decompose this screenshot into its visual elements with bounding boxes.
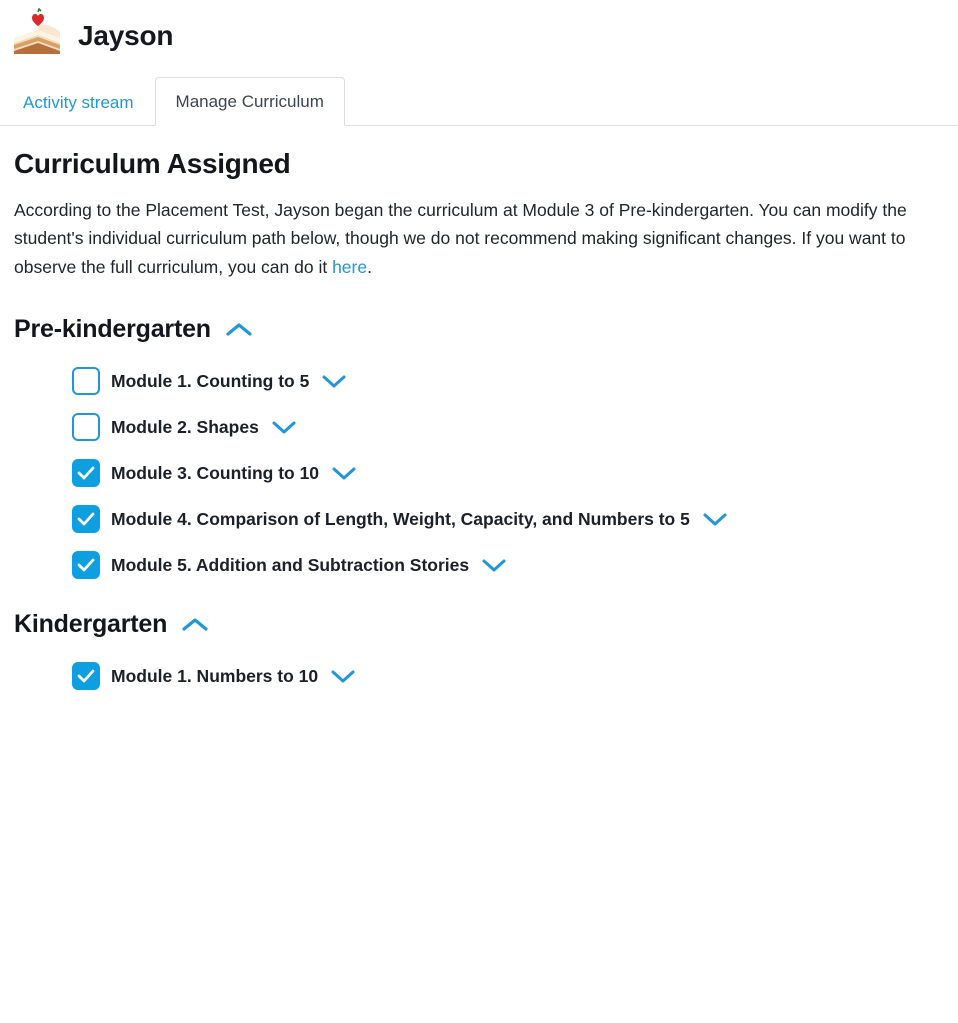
module-checkbox[interactable] — [72, 367, 100, 395]
tab-bar — [0, 74, 958, 126]
module-label: Module 1. Numbers to 10 — [111, 665, 319, 686]
grade-section-pre-kindergarten — [14, 315, 944, 588]
grade-header-pre-kindergarten[interactable] — [14, 315, 944, 344]
module-row — [14, 496, 944, 542]
grade-section-kindergarten — [14, 610, 944, 699]
chevron-down-icon[interactable] — [480, 556, 508, 574]
module-row — [14, 450, 944, 496]
chevron-down-icon[interactable] — [320, 372, 348, 390]
module-row — [14, 404, 944, 450]
avatar — [8, 8, 64, 64]
module-row — [14, 653, 944, 699]
intro-text-part1: According to the Placement Test, Jayson began the curriculum at Module 3 of Pre-kindergarten. You can modify the student's individual curriculum path below, though we do not recommend making significant changes. If you want to observe the full curriculum, you can do it — [14, 200, 907, 277]
tab-activity-stream[interactable]: Activity stream — [23, 92, 134, 112]
module-checkbox[interactable] — [72, 551, 100, 579]
module-label: Module 5. Addition and Subtraction Stories — [111, 554, 470, 575]
full-curriculum-link[interactable]: here — [332, 256, 368, 277]
chevron-down-icon[interactable] — [701, 510, 729, 528]
module-row — [14, 542, 944, 588]
module-label: Module 1. Counting to 5 — [111, 370, 310, 391]
module-checkbox[interactable] — [72, 413, 100, 441]
chevron-up-icon[interactable] — [224, 320, 254, 340]
chevron-down-icon[interactable] — [270, 418, 298, 436]
grade-header-kindergarten[interactable] — [14, 610, 944, 639]
profile-header — [0, 0, 958, 74]
main-content — [0, 126, 958, 699]
module-row — [14, 358, 944, 404]
module-checkbox[interactable] — [72, 459, 100, 487]
chevron-down-icon[interactable] — [330, 464, 358, 482]
grade-title: Kindergarten — [14, 610, 168, 639]
module-list-kindergarten — [14, 653, 944, 699]
username: Jayson — [78, 20, 174, 51]
chevron-up-icon[interactable] — [180, 615, 210, 635]
module-checkbox[interactable] — [72, 662, 100, 690]
module-list-pre-kindergarten — [14, 358, 944, 588]
chevron-down-icon[interactable] — [329, 667, 357, 685]
module-checkbox[interactable] — [72, 505, 100, 533]
intro-text-part2: . — [367, 256, 372, 277]
module-label: Module 2. Shapes — [111, 416, 259, 437]
tab-manage-curriculum[interactable]: Manage Curriculum — [155, 77, 345, 126]
module-label: Module 3. Counting to 10 — [111, 462, 320, 483]
grade-title: Pre-kindergarten — [14, 315, 211, 344]
intro-paragraph — [14, 196, 944, 281]
page-title: Curriculum Assigned — [14, 148, 291, 179]
module-label: Module 4. Comparison of Length, Weight, Capacity, and Numbers to 5 — [111, 508, 690, 529]
